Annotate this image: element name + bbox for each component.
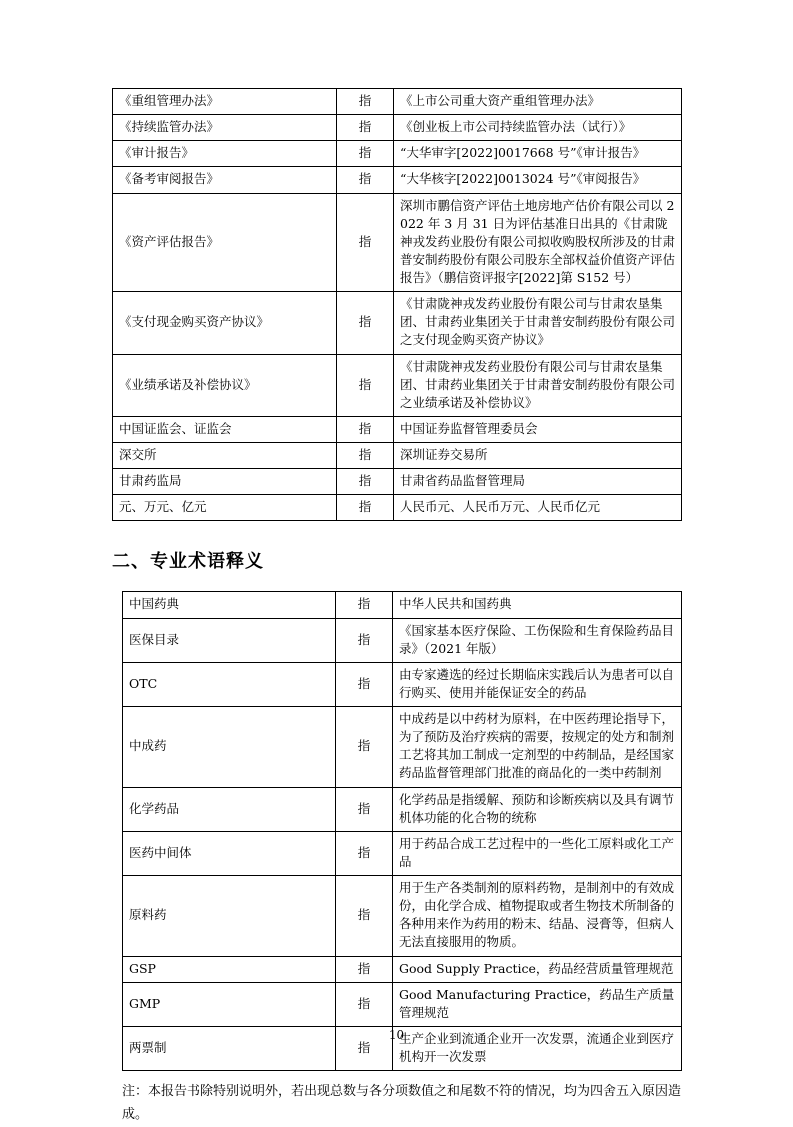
zhi-cell: 指	[337, 167, 394, 193]
term-cell: 《持续监管办法》	[113, 115, 337, 141]
term-cell: GMP	[123, 982, 336, 1026]
zhi-cell: 指	[336, 707, 393, 788]
zhi-cell: 指	[336, 787, 393, 831]
zhi-cell: 指	[337, 141, 394, 167]
zhi-cell: 指	[337, 416, 394, 442]
table-row	[123, 618, 682, 662]
table-row	[113, 443, 682, 469]
term-cell: 《重组管理办法》	[113, 89, 337, 115]
term-cell: GSP	[123, 956, 336, 982]
meaning-cell: 人民币元、人民币万元、人民币亿元	[394, 495, 682, 521]
meaning-cell: 中华人民共和国药典	[393, 592, 682, 618]
meaning-cell: 用于药品合成工艺过程中的一些化工原料或化工产品	[393, 831, 682, 875]
table-row	[113, 141, 682, 167]
term-cell: 《备考审阅报告》	[113, 167, 337, 193]
zhi-cell: 指	[336, 1026, 393, 1070]
meaning-cell: 《甘肃陇神戎发药业股份有限公司与甘肃农垦集团、甘肃药业集团关于甘肃普安制药股份有限公司之支付现金购买资产协议》	[394, 292, 682, 354]
table-row	[113, 167, 682, 193]
term-cell: 《审计报告》	[113, 141, 337, 167]
meaning-cell: 《创业板上市公司持续监管办法（试行）》	[394, 115, 682, 141]
term-cell: 化学药品	[123, 787, 336, 831]
zhi-cell: 指	[336, 982, 393, 1026]
meaning-cell: 用于生产各类制剂的原料药物，是制剂中的有效成份，由化学合成、植物提取或者生物技术所制备的各种用来作为药用的粉末、结晶、浸膏等，但病人无法直接服用的物质。	[393, 876, 682, 957]
term-cell: 《业绩承诺及补偿协议》	[113, 354, 337, 416]
meaning-cell: 由专家遴选的经过长期临床实践后认为患者可以自行购买、使用并能保证安全的药品	[393, 662, 682, 706]
zhi-cell: 指	[337, 469, 394, 495]
table-row	[113, 416, 682, 442]
definitions-table-two	[122, 591, 682, 1071]
zhi-cell: 指	[337, 89, 394, 115]
table-row	[123, 876, 682, 957]
table-row	[123, 831, 682, 875]
term-cell: OTC	[123, 662, 336, 706]
term-cell: 医保目录	[123, 618, 336, 662]
page-content	[112, 88, 682, 1127]
meaning-cell: 深圳证券交易所	[394, 443, 682, 469]
meaning-cell: “大华核字[2022]0013024 号”《审阅报告》	[394, 167, 682, 193]
meaning-cell: 中成药是以中药材为原料，在中医药理论指导下，为了预防及治疗疾病的需要，按规定的处方和制剂工艺将其加工制成一定剂型的中药制品，是经国家药品监督管理部门批准的商品化的一类中药制剂	[393, 707, 682, 788]
zhi-cell: 指	[336, 618, 393, 662]
zhi-cell: 指	[336, 831, 393, 875]
zhi-cell: 指	[336, 956, 393, 982]
zhi-cell: 指	[337, 354, 394, 416]
meaning-cell: 中国证券监督管理委员会	[394, 416, 682, 442]
meaning-cell: 《甘肃陇神戎发药业股份有限公司与甘肃农垦集团、甘肃药业集团关于甘肃普安制药股份有限公司之业绩承诺及补偿协议》	[394, 354, 682, 416]
term-cell: 元、万元、亿元	[113, 495, 337, 521]
meaning-cell: 化学药品是指缓解、预防和诊断疾病以及具有调节机体功能的化合物的统称	[393, 787, 682, 831]
meaning-cell: 甘肃省药品监督管理局	[394, 469, 682, 495]
zhi-cell: 指	[336, 662, 393, 706]
zhi-cell: 指	[337, 443, 394, 469]
table-row	[113, 292, 682, 354]
table-row	[123, 982, 682, 1026]
zhi-cell: 指	[337, 292, 394, 354]
meaning-cell: 《上市公司重大资产重组管理办法》	[394, 89, 682, 115]
term-cell: 《支付现金购买资产协议》	[113, 292, 337, 354]
meaning-cell: 《国家基本医疗保险、工伤保险和生育保险药品目录》（2021 年版）	[393, 618, 682, 662]
footnote: 注：本报告书除特别说明外，若出现总数与各分项数值之和尾数不符的情况，均为四舍五入原因造成。	[122, 1084, 682, 1122]
table-row	[123, 592, 682, 618]
term-cell: 原料药	[123, 876, 336, 957]
table-row	[113, 469, 682, 495]
term-cell: 甘肃药监局	[113, 469, 337, 495]
term-cell: 两票制	[123, 1026, 336, 1070]
table-row	[113, 193, 682, 292]
zhi-cell: 指	[336, 592, 393, 618]
table-row	[113, 354, 682, 416]
meaning-cell: 深圳市鹏信资产评估土地房地产估价有限公司以 2022 年 3 月 31 日为评估基准日出具的《甘肃陇神戎发药业股份有限公司拟收购股权所涉及的甘肃普安制药股份有限公司股东全部权益价值资产评估报告》（鹏信资评报字[2022]第 S152 号）	[394, 193, 682, 292]
meaning-cell: Good Supply Practice，药品经营质量管理规范	[393, 956, 682, 982]
table-row	[123, 707, 682, 788]
definitions-table-two-wrap	[122, 591, 682, 1071]
zhi-cell: 指	[336, 876, 393, 957]
table-row	[123, 662, 682, 706]
zhi-cell: 指	[337, 115, 394, 141]
term-cell: 医药中间体	[123, 831, 336, 875]
term-cell: 深交所	[113, 443, 337, 469]
zhi-cell: 指	[337, 193, 394, 292]
meaning-cell: 生产企业到流通企业开一次发票，流通企业到医疗机构开一次发票	[393, 1026, 682, 1070]
meaning-cell: “大华审字[2022]0017668 号”《审计报告》	[394, 141, 682, 167]
section-title: 二、专业术语释义	[112, 551, 264, 573]
table-row	[113, 115, 682, 141]
meaning-cell: Good Manufacturing Practice，药品生产质量管理规范	[393, 982, 682, 1026]
zhi-cell: 指	[337, 495, 394, 521]
page-number: 10	[388, 1028, 405, 1042]
table-row	[113, 89, 682, 115]
term-cell: 中成药	[123, 707, 336, 788]
table-row	[123, 787, 682, 831]
term-cell: 《资产评估报告》	[113, 193, 337, 292]
definitions-table-one	[112, 88, 682, 521]
table-row	[113, 495, 682, 521]
term-cell: 中国证监会、证监会	[113, 416, 337, 442]
term-cell: 中国药典	[123, 592, 336, 618]
table-row	[123, 956, 682, 982]
